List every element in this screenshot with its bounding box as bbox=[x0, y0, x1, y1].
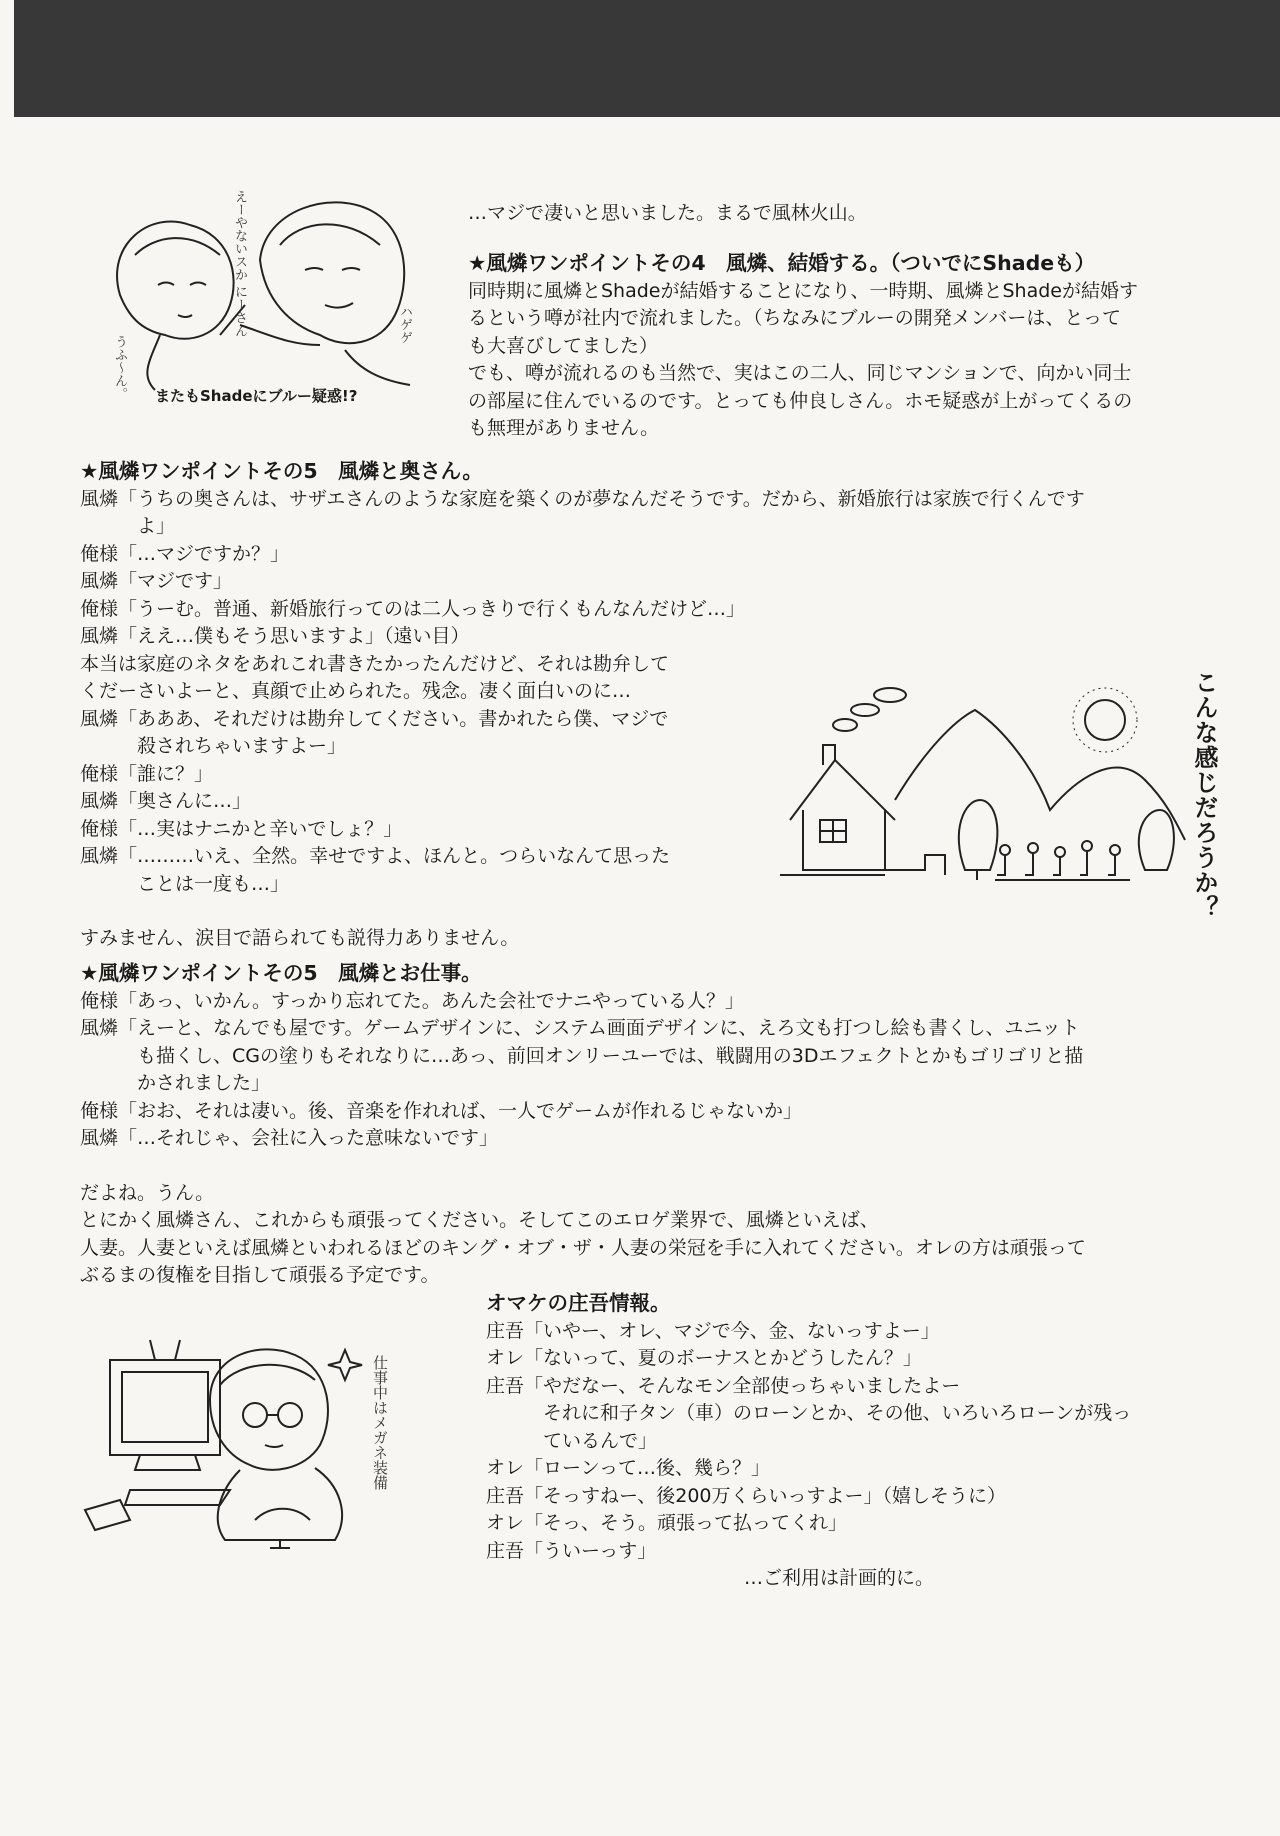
dialogue-line: それに和子タン（車）のローンとか、その他、いろいろローンが残っ bbox=[486, 1402, 1132, 1424]
illustration-caption: またもShadeにブルー疑惑!? bbox=[155, 387, 358, 405]
dialogue-line: 俺様「…実はナニかと辛いでしょ？」 bbox=[80, 817, 403, 840]
house-illustration-caption: こんな感じだろうか？ bbox=[1190, 670, 1218, 920]
two-men-drawing bbox=[80, 185, 460, 410]
illustration-house-landscape bbox=[775, 670, 1195, 920]
closing-line: 人妻。人妻といえば風燐といわれるほどのキング・オブ・ザ・人妻の栄冠を手に入れてください。オレの方は頑張って bbox=[80, 1236, 1086, 1259]
section5b-block bbox=[80, 960, 1086, 1290]
note-handwriting-1: ハゲゲ bbox=[397, 305, 412, 344]
section4-line: 同時期に風燐とShadeが結婚することになり、一時期、風燐とShadeが結婚す bbox=[468, 279, 1138, 302]
illustration-two-men bbox=[80, 185, 460, 410]
intro-text: …マジで凄いと思いました。まるで風林火山。 bbox=[468, 202, 867, 224]
dialogue-line: 俺様「うーむ。普通、新婚旅行ってのは二人っきりで行くもんなんだけど…」 bbox=[80, 597, 746, 620]
omake-block bbox=[486, 1290, 1131, 1593]
section4-line: るという噂が社内で流れました。（ちなみにブルーの開発メンバーは、とって bbox=[468, 307, 1122, 329]
section4-block bbox=[468, 250, 1138, 443]
narration-line: 本当は家庭のネタをあれこれ書きたかったんだけど、それは勘弁して bbox=[80, 652, 670, 675]
dialogue-line: 殺されちゃいますよー」 bbox=[80, 735, 347, 757]
dialogue-line: オレ「ローンって…後、幾ら？」 bbox=[486, 1457, 771, 1479]
dialogue-line: 風燐「えーと、なんでも屋です。ゲームデザインに、システム画面デザインに、えろ文も打つし絵も書くし、ユニット bbox=[80, 1017, 1080, 1039]
computer-illustration-caption: 仕事中はメガネ装備 bbox=[371, 1355, 389, 1490]
dialogue-line: 風燐「ええ…僕もそう思いますよ」（遠い目） bbox=[80, 625, 470, 647]
dialogue-line: ているんで」 bbox=[486, 1429, 658, 1452]
dialogue-line: 俺様「誰に？」 bbox=[80, 762, 214, 785]
speech-handwriting: えーやないスか にーさん bbox=[232, 190, 247, 338]
dialogue-line: 風燐「マジです」 bbox=[80, 570, 233, 592]
dialogue-line: 風燐「………いえ、全然。幸せですよ、ほんと。つらいなんて思った bbox=[80, 845, 671, 867]
dialogue-line: 庄吾「ういーっす」 bbox=[486, 1539, 657, 1562]
narration-line: くだーさいよーと、真顔で止められた。残念。凄く面白いのに… bbox=[80, 680, 632, 702]
closing-line: だよね。うん。 bbox=[80, 1181, 215, 1204]
top-dark-band bbox=[14, 0, 1280, 117]
illustration-man-at-computer bbox=[80, 1320, 410, 1550]
dialogue-line: 庄吾「やだなー、そんなモン全部使っちゃいましたよー bbox=[486, 1374, 961, 1397]
section4-line: も無理がありません。 bbox=[468, 417, 660, 439]
dialogue-line: かされました」 bbox=[80, 1072, 271, 1094]
dialogue-line: 風燐「あああ、それだけは勘弁してください。書かれたら僕、マジで bbox=[80, 707, 669, 730]
note-handwriting-2: うふ～ん。 bbox=[112, 335, 127, 400]
dialogue-line: 風燐「奥さんに…」 bbox=[80, 790, 252, 812]
dialogue-line: 風燐「…それじゃ、会社に入った意味ないです」 bbox=[80, 1127, 499, 1149]
omake-heading: オマケの庄吾情報。 bbox=[486, 1291, 671, 1315]
dialogue-line: 風燐「うちの奥さんは、サザエさんのような家庭を築くのが夢なんだそうです。だから、新婚旅行は家族で行くんです bbox=[80, 487, 1085, 510]
man-at-computer-drawing bbox=[80, 1320, 410, 1550]
dialogue-line: 庄吾「いやー、オレ、マジで今、金、ないっすよー」 bbox=[486, 1319, 940, 1342]
dialogue-line: も描くし、CGの塗りもそれなりに…あっ、前回オンリーユーでは、戦闘用の3Dエフェクトとかもゴリゴリと描 bbox=[80, 1044, 1084, 1067]
dialogue-line: よ」 bbox=[80, 515, 176, 537]
section5a-closing: すみません、涙目で語られても説得力ありません。 bbox=[80, 927, 520, 949]
section5a-heading: ★風燐ワンポイントその5 風燐と奥さん。 bbox=[80, 459, 483, 483]
section4-line: も大喜びしてました） bbox=[468, 334, 659, 357]
section5b-heading: ★風燐ワンポイントその5 風燐とお仕事。 bbox=[80, 961, 482, 985]
section4-line: の部屋に住んでいるのです。とっても仲良しさん。ホモ疑惑が上がってくるの bbox=[468, 389, 1133, 412]
dialogue-line: 俺様「あっ、いかん。すっかり忘れてた。あんた会社でナニやっている人？」 bbox=[80, 989, 745, 1012]
section4-line: でも、噂が流れるのも当然で、実はこの二人、同じマンションで、向かい同士 bbox=[468, 362, 1132, 384]
dialogue-line: 俺様「…マジですか？」 bbox=[80, 542, 290, 565]
omake-closing: …ご利用は計画的に。 bbox=[744, 1567, 935, 1589]
dialogue-line: 庄吾「そっすねー、後200万くらいっすよー」（嬉しそうに） bbox=[486, 1484, 1007, 1507]
closing-line: ぶるまの復権を目指して頑張る予定です。 bbox=[80, 1264, 440, 1286]
house-landscape-drawing bbox=[775, 670, 1195, 920]
section4-heading: ★風燐ワンポイントその4 風燐、結婚する。（ついでにShadeも） bbox=[468, 251, 1096, 275]
dialogue-line: ことは一度も…」 bbox=[80, 872, 290, 895]
intro-line bbox=[468, 200, 867, 228]
dialogue-line: 俺様「おお、それは凄い。後、音楽を作れれば、一人でゲームが作れるじゃないか」 bbox=[80, 1099, 803, 1122]
closing-line: とにかく風燐さん、これからも頑張ってください。そしてこのエロゲ業界で、風燐といえば、 bbox=[80, 1209, 879, 1231]
dialogue-line: オレ「そっ、そう。頑張って払ってくれ」 bbox=[486, 1512, 848, 1534]
dialogue-line: オレ「ないって、夏のボーナスとかどうしたん？」 bbox=[486, 1347, 922, 1369]
